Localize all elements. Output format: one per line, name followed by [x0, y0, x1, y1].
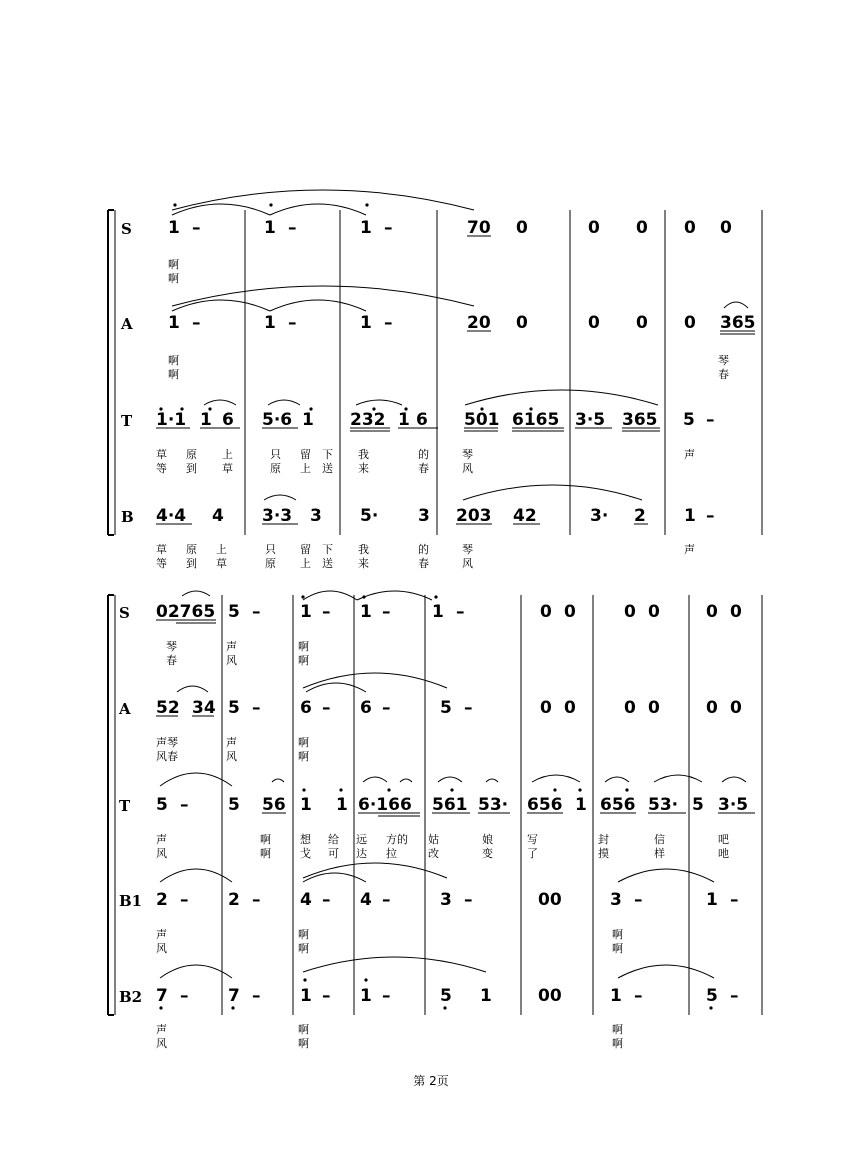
lyric: 啊 [168, 354, 179, 367]
note: – [180, 890, 189, 910]
octave-dot [443, 1006, 446, 1009]
lyric: 琴 [718, 354, 729, 367]
octave-dot [553, 788, 556, 791]
note: 1 [264, 313, 276, 333]
lyric: 样 [654, 847, 665, 860]
slur [177, 686, 208, 692]
note: 5 [683, 410, 695, 430]
slur [160, 773, 232, 786]
note: 5 [440, 986, 452, 1006]
note: 1 [300, 602, 312, 622]
lyric: 风 [462, 462, 473, 475]
note: 1 [610, 986, 622, 1006]
note: 3 [418, 506, 430, 526]
note: 1 [480, 986, 492, 1006]
note: 5 [228, 795, 240, 815]
lyric: 等 [156, 462, 167, 475]
slur [306, 683, 366, 692]
lyric: 啊 [298, 1023, 309, 1036]
lyric: 变 [482, 847, 493, 860]
part-label: S [121, 220, 132, 238]
lyric: 娘 [482, 833, 493, 846]
lyric: 春 [166, 654, 177, 667]
lyric: 远 [356, 833, 367, 846]
lyric: 草 [222, 462, 233, 475]
part-label: S [119, 604, 130, 622]
note: – [464, 890, 473, 910]
note: – [382, 602, 391, 622]
lyric: 的 [418, 448, 429, 461]
lyric: 改 [428, 847, 439, 860]
lyric: 吔 [718, 847, 729, 860]
lyric: 封 [598, 833, 609, 846]
lyric: 上 [222, 448, 233, 461]
page-number: 第 2页 [413, 1074, 449, 1088]
slur [363, 777, 387, 782]
note: 0 [684, 313, 696, 333]
note: – [252, 602, 261, 622]
note: 56 [262, 795, 286, 815]
lyric: 戈 [300, 847, 311, 860]
note: 365 [622, 410, 658, 430]
note: 0 [706, 602, 718, 622]
lyric: 啊 [168, 368, 179, 381]
lyric: 啊 [612, 1037, 623, 1050]
note: – [322, 986, 331, 1006]
note: 1 [168, 313, 180, 333]
lyric: 声琴 [156, 736, 178, 749]
lyric: 声 [684, 448, 695, 461]
note: 3 [310, 506, 322, 526]
note: 0 [706, 698, 718, 718]
slur [172, 190, 474, 210]
note: 656 [600, 795, 636, 815]
lyric: 啊 [260, 833, 271, 846]
slur [182, 591, 210, 596]
note: 5 [228, 602, 240, 622]
octave-dot [450, 788, 453, 791]
note: 1 [360, 313, 372, 333]
lyric: 风 [462, 557, 473, 570]
note: 0 [588, 313, 600, 333]
lyric: 春 [418, 462, 429, 475]
note: 561 [432, 795, 468, 815]
note: 7 [228, 986, 240, 1006]
note: 5 [228, 698, 240, 718]
note: – [180, 986, 189, 1006]
note: – [464, 698, 473, 718]
note: 0 [720, 218, 732, 238]
note: – [322, 698, 331, 718]
lyric: 留 [300, 448, 311, 461]
note: 4 [212, 506, 224, 526]
note: 34 [192, 698, 216, 718]
lyric: 原 [186, 543, 197, 556]
lyric: 啊 [168, 258, 179, 271]
note: – [706, 410, 715, 430]
lyric: 声 [226, 736, 237, 749]
slur [264, 495, 296, 500]
lyric: 了 [527, 847, 538, 860]
note: 1 [575, 795, 587, 815]
note: 6·166 [358, 795, 412, 815]
octave-dot [365, 203, 368, 206]
slur [272, 779, 284, 782]
note: 53· [478, 795, 509, 815]
note: – [252, 986, 261, 1006]
note: 365 [720, 313, 756, 333]
note: 0 [516, 313, 528, 333]
octave-dot [231, 1006, 234, 1009]
note: 0 [588, 218, 600, 238]
lyric: 啊 [298, 928, 309, 941]
note: 5·6 [262, 410, 293, 430]
note: 5 [706, 986, 718, 1006]
note: 5· [360, 506, 379, 526]
note: 5 [440, 698, 452, 718]
lyric: 声 [156, 928, 167, 941]
octave-dot [173, 203, 176, 206]
note: 0 [540, 602, 552, 622]
note: 0 [516, 218, 528, 238]
slur [357, 591, 432, 600]
lyric: 声 [156, 833, 167, 846]
lyric: 下 [322, 543, 333, 556]
note: 2 [634, 506, 646, 526]
lyric: 草 [216, 557, 227, 570]
note: – [382, 698, 391, 718]
octave-dot [625, 788, 628, 791]
note: 2 [228, 890, 240, 910]
note: 1 [264, 218, 276, 238]
octave-dot [578, 788, 581, 791]
note: 0 [624, 602, 636, 622]
note: – [252, 890, 261, 910]
note: 4·4 [156, 506, 187, 526]
note: 1 [302, 410, 314, 430]
lyric: 来 [358, 557, 369, 570]
lyric: 给 [328, 833, 339, 846]
lyric: 想 [300, 833, 311, 846]
lyric: 琴 [462, 448, 473, 461]
lyric: 原 [265, 557, 276, 570]
lyric: 啊 [168, 272, 179, 285]
lyric: 原 [186, 448, 197, 461]
note: 0 [648, 698, 660, 718]
octave-dot [302, 788, 305, 791]
note: 0 [636, 218, 648, 238]
note: 1 [336, 795, 348, 815]
lyric: 啊 [298, 736, 309, 749]
lyric: 啊 [298, 640, 309, 653]
octave-dot [709, 1006, 712, 1009]
slur [400, 779, 412, 782]
lyric: 的 [418, 543, 429, 556]
note: – [252, 698, 261, 718]
lyric: 声 [226, 640, 237, 653]
part-label: T [121, 412, 133, 430]
note: 3· [590, 506, 609, 526]
octave-dot [362, 595, 365, 598]
note: 70 [467, 218, 491, 238]
part-label: B2 [119, 988, 143, 1006]
note: 02765 [156, 602, 216, 622]
lyric: 啊 [612, 942, 623, 955]
lyric: 春 [718, 368, 729, 381]
part-label: A [121, 315, 133, 333]
note: 1 [300, 795, 312, 815]
note: 0 [564, 698, 576, 718]
lyric: 方的 [386, 833, 408, 846]
lyric: 啊 [612, 928, 623, 941]
lyric: 我 [358, 543, 369, 556]
note: 6 [300, 698, 312, 718]
slur [160, 869, 232, 882]
note: 3·5 [575, 410, 606, 430]
note: 0 [624, 698, 636, 718]
lyric: 啊 [298, 942, 309, 955]
note: – [730, 890, 739, 910]
lyric: 留 [300, 543, 311, 556]
note: 2 [156, 890, 168, 910]
note: 1 [684, 506, 696, 526]
note: – [382, 986, 391, 1006]
slur [654, 775, 702, 782]
note: 7 [156, 986, 168, 1006]
slur [722, 777, 746, 782]
slur [270, 204, 366, 215]
note: – [288, 313, 297, 333]
note: 1 [398, 410, 410, 430]
slur [356, 400, 402, 405]
lyric: 风 [226, 654, 237, 667]
note: 42 [513, 506, 537, 526]
slur [172, 286, 474, 306]
octave-dot [339, 788, 342, 791]
note: 232 [350, 410, 386, 430]
note: 00 [538, 986, 562, 1006]
note: – [384, 313, 393, 333]
note: 0 [648, 602, 660, 622]
slur [204, 400, 236, 405]
note: 3 [440, 890, 452, 910]
lyric: 上 [300, 557, 311, 570]
octave-dot [303, 978, 306, 981]
lyric: 来 [358, 462, 369, 475]
octave-dot [301, 595, 304, 598]
octave-dot [434, 595, 437, 598]
note: 4 [300, 890, 312, 910]
slur [618, 965, 714, 978]
lyric: 上 [216, 543, 227, 556]
lyric: 琴 [462, 543, 473, 556]
note: 1 [360, 602, 372, 622]
slur [172, 300, 270, 311]
note: 0 [684, 218, 696, 238]
lyric: 等 [156, 557, 167, 570]
lyric: 送 [322, 462, 333, 475]
note: 1·1 [156, 410, 187, 430]
note: 1 [432, 602, 444, 622]
slur [172, 204, 270, 215]
slur [270, 300, 366, 311]
part-label: B1 [119, 892, 143, 910]
lyric: 我 [358, 448, 369, 461]
slur [463, 485, 642, 500]
part-label: T [119, 797, 131, 815]
note: 1 [300, 986, 312, 1006]
octave-dot [159, 1006, 162, 1009]
note: 5 [692, 795, 704, 815]
note: – [706, 506, 715, 526]
part-label: B [121, 508, 134, 526]
lyric: 声 [684, 543, 695, 556]
lyric: 下 [322, 448, 333, 461]
note: – [634, 890, 643, 910]
lyric: 草 [156, 543, 167, 556]
note: 52 [156, 698, 180, 718]
slur [438, 777, 462, 782]
note: 0 [730, 602, 742, 622]
note: 3 [610, 890, 622, 910]
slur [618, 869, 714, 882]
note: 5 [156, 795, 168, 815]
lyric: 信 [654, 833, 665, 846]
note: – [382, 890, 391, 910]
note: 203 [456, 506, 492, 526]
slur [303, 591, 357, 600]
note: 6165 [512, 410, 560, 430]
note: 00 [538, 890, 562, 910]
note: – [384, 218, 393, 238]
lyric: 啊 [298, 654, 309, 667]
slur [724, 302, 748, 308]
lyric: 摸 [598, 847, 609, 860]
note: 1 [360, 986, 372, 1006]
note: 1 [200, 410, 212, 430]
note: – [192, 218, 201, 238]
octave-dot [364, 978, 367, 981]
note: – [456, 602, 465, 622]
slur [486, 779, 498, 782]
note: – [322, 890, 331, 910]
note: 1 [360, 218, 372, 238]
note: 0 [730, 698, 742, 718]
part-label: A [119, 700, 131, 718]
slur [303, 957, 486, 972]
lyric: 到 [186, 557, 197, 570]
lyric: 风春 [156, 750, 178, 763]
lyric: 风 [156, 942, 167, 955]
note: 1 [706, 890, 718, 910]
lyric: 姑 [428, 833, 439, 846]
lyric: 声 [156, 1023, 167, 1036]
lyric: 啊 [298, 750, 309, 763]
lyric: 风 [156, 847, 167, 860]
lyric: 风 [226, 750, 237, 763]
lyric: 到 [186, 462, 197, 475]
lyric: 只 [270, 448, 281, 461]
lyric: 达 [356, 847, 367, 860]
lyric: 只 [265, 543, 276, 556]
note: 53· [648, 795, 679, 815]
lyric: 写 [527, 833, 538, 846]
note: – [322, 602, 331, 622]
slur [268, 400, 300, 405]
lyric: 拉 [386, 847, 397, 860]
slur [532, 775, 580, 782]
note: 3·5 [718, 795, 749, 815]
lyric: 送 [322, 557, 333, 570]
note: – [634, 986, 643, 1006]
note: 1 [168, 218, 180, 238]
lyric: 吧 [718, 833, 729, 846]
note: 656 [527, 795, 563, 815]
note: 20 [467, 313, 491, 333]
lyric: 琴 [166, 640, 177, 653]
lyric: 草 [156, 448, 167, 461]
lyric: 春 [418, 557, 429, 570]
note: 6 [222, 410, 234, 430]
note: 6 [416, 410, 428, 430]
lyric: 可 [328, 847, 339, 860]
note: – [192, 313, 201, 333]
note: – [288, 218, 297, 238]
slur [605, 777, 629, 782]
note: – [180, 795, 189, 815]
slur [465, 390, 658, 405]
note: 0 [540, 698, 552, 718]
slur [160, 965, 232, 978]
lyric: 上 [300, 462, 311, 475]
note: – [730, 986, 739, 1006]
octave-dot [387, 788, 390, 791]
note: 3·3 [262, 506, 293, 526]
note: 6 [360, 698, 372, 718]
note: 4 [360, 890, 372, 910]
lyric: 原 [270, 462, 281, 475]
note: 501 [464, 410, 500, 430]
lyric: 啊 [298, 1037, 309, 1050]
note: 0 [564, 602, 576, 622]
lyric: 风 [156, 1037, 167, 1050]
lyric: 啊 [612, 1023, 623, 1036]
octave-dot [269, 203, 272, 206]
note: 0 [636, 313, 648, 333]
lyric: 啊 [260, 847, 271, 860]
